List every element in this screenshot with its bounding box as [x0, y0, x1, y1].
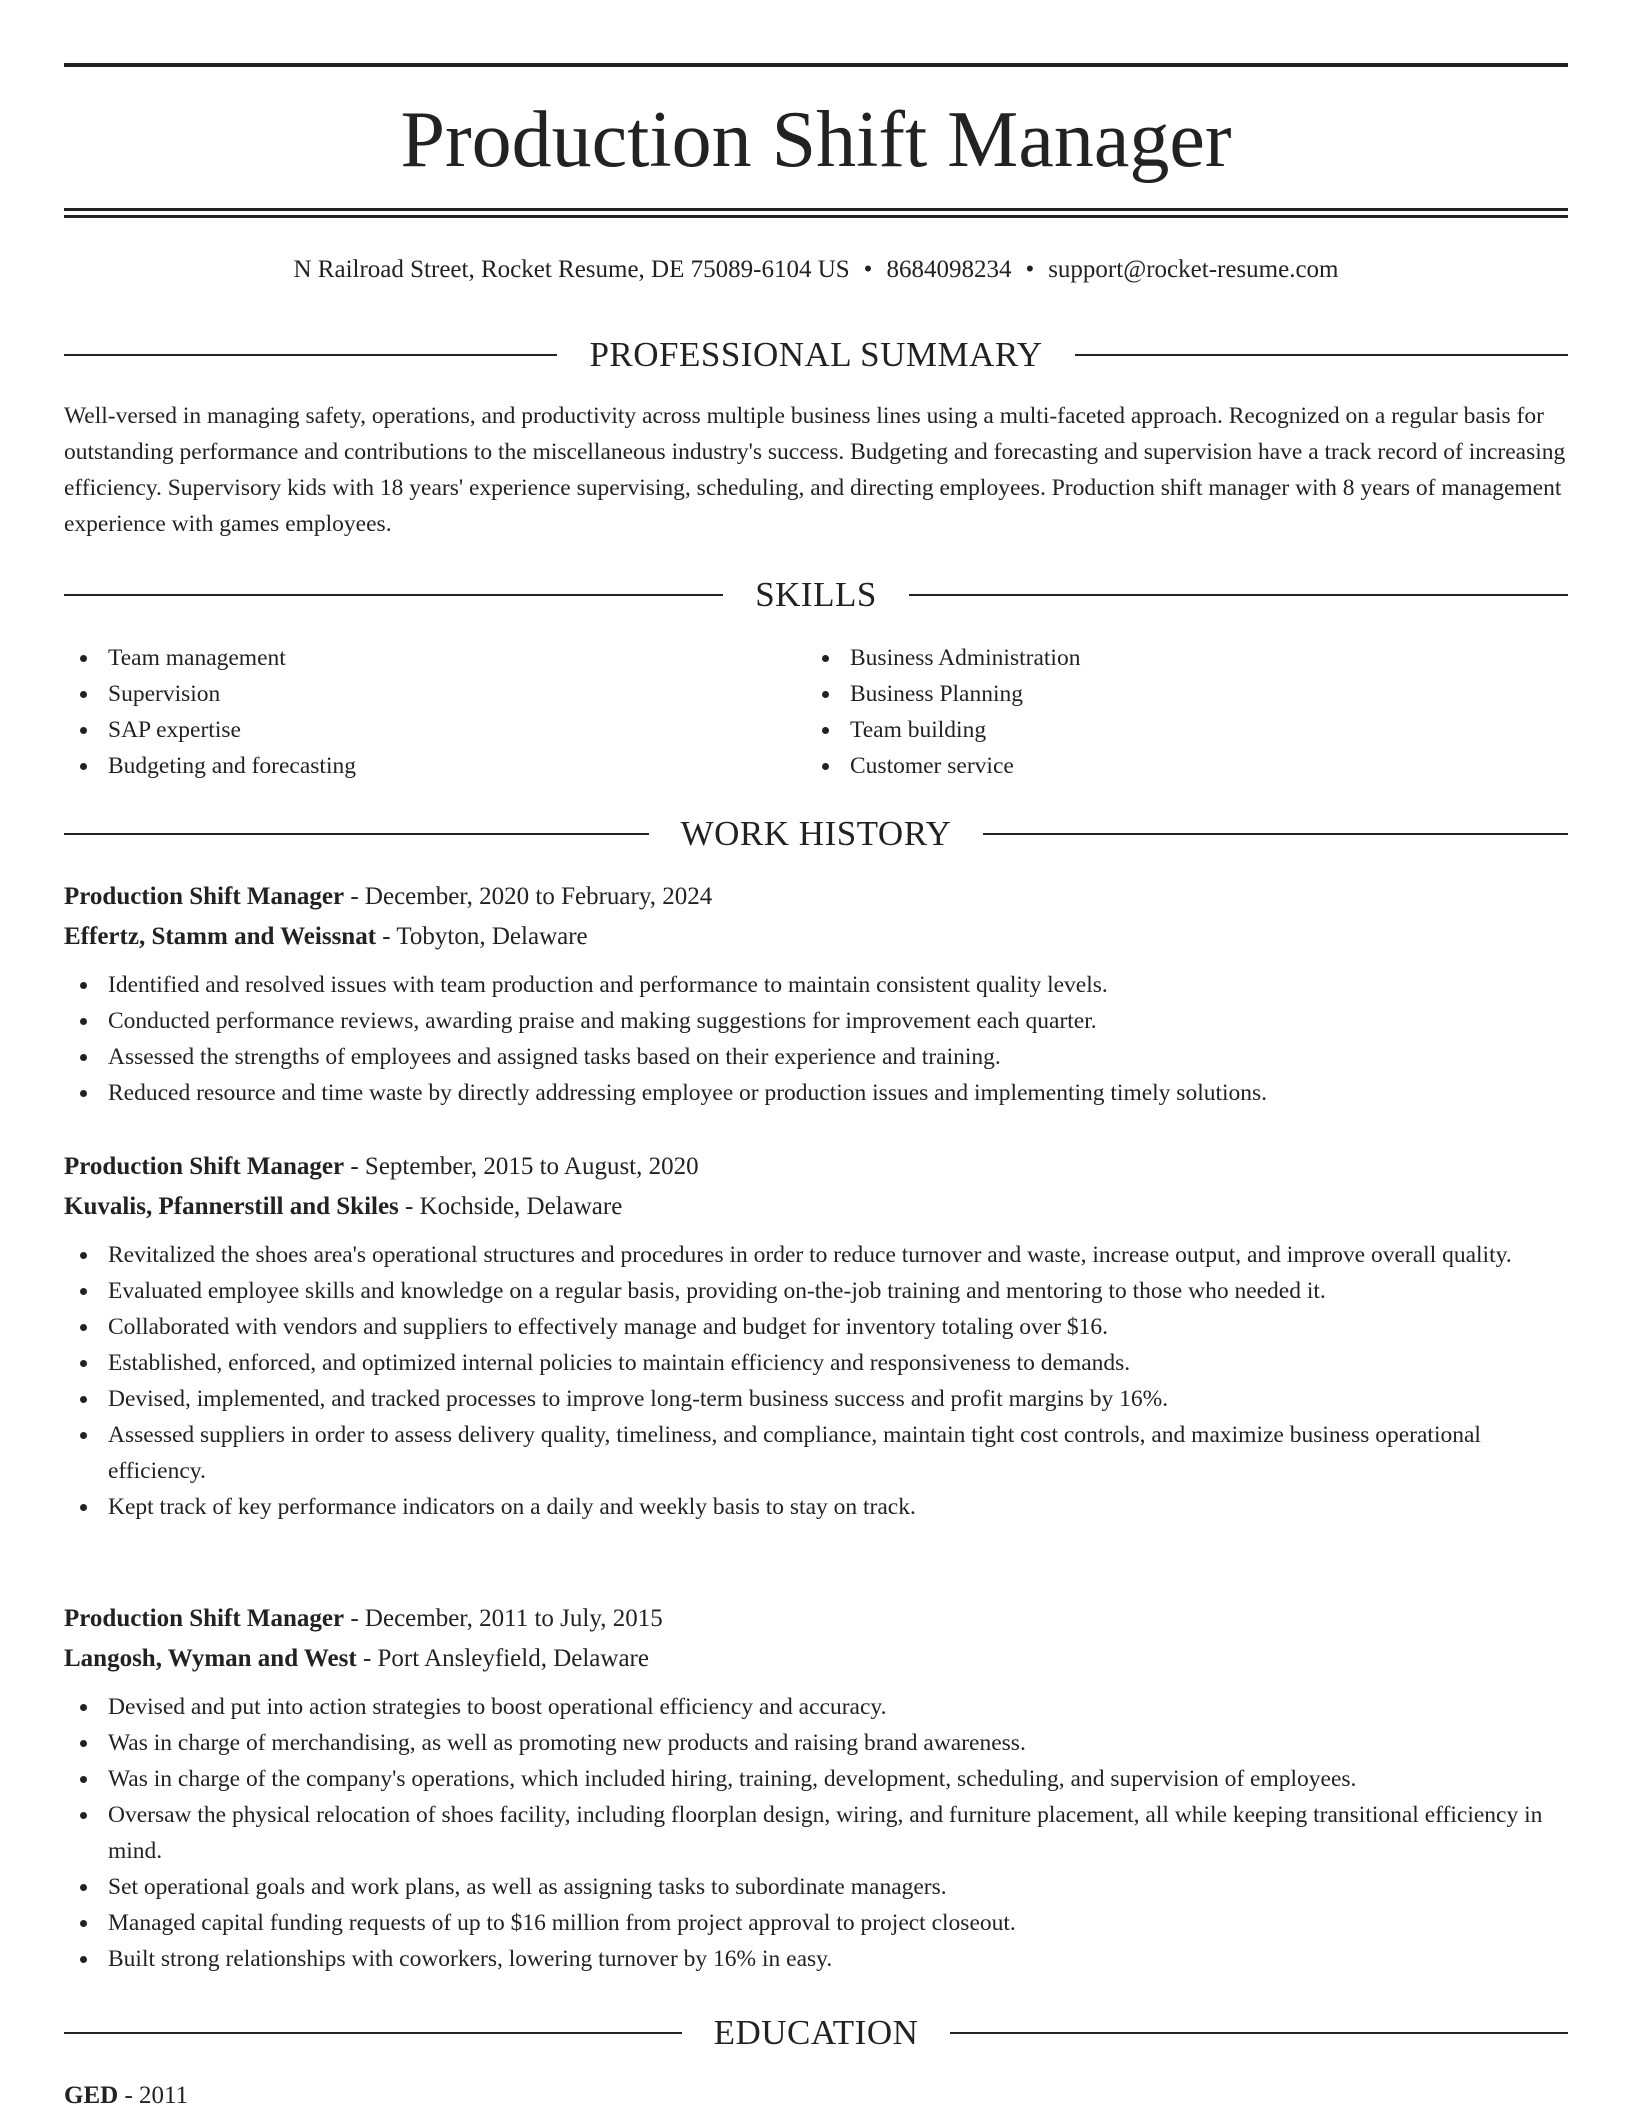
job-dates: - September, 2015 to August, 2020 [344, 1153, 699, 1180]
skill-item: Budgeting and forecasting [64, 748, 764, 784]
job-company-line [64, 917, 1568, 957]
job-entry [64, 1147, 1568, 1525]
job-bullet: Established, enforced, and optimized internal policies to maintain efficiency and responsiveness to demands. [64, 1345, 1568, 1381]
job-bullets [64, 967, 1568, 1111]
job-title: Production Shift Manager [64, 883, 345, 910]
job-bullet: Reduced resource and time waste by directly addressing employee or production issues and implementing timely solutions. [64, 1075, 1568, 1111]
job-title: Production Shift Manager [64, 1153, 345, 1180]
section-rule [64, 354, 557, 356]
job-bullet: Conducted performance reviews, awarding praise and making suggestions for improvement each quarter. [64, 1003, 1568, 1039]
job-bullet: Built strong relationships with coworkers, lowering turnover by 16% in easy. [64, 1941, 1568, 1977]
top-divider [64, 63, 1568, 67]
section-rule [64, 594, 723, 596]
job-bullet: Evaluated employee skills and knowledge on a regular basis, providing on-the-job training and mentoring to those who needed it. [64, 1273, 1568, 1309]
job-bullet: Assessed suppliers in order to assess delivery quality, timeliness, and compliance, maintain tight cost controls, and maximize business operational efficiency. [64, 1417, 1568, 1489]
job-bullet: Managed capital funding requests of up to $16 million from project approval to project closeout. [64, 1905, 1568, 1941]
contact-separator: • [1025, 256, 1035, 283]
skill-item: Team management [64, 640, 764, 676]
job-title-line [64, 1599, 1568, 1639]
job-title-line [64, 877, 1568, 917]
job-company: Kuvalis, Pfannerstill and Skiles [64, 1193, 399, 1220]
job-bullet: Oversaw the physical relocation of shoes facility, including floorplan design, wiring, and furniture placement, all while keeping transitional efficiency in mind. [64, 1797, 1568, 1869]
section-header-work-history [64, 814, 1568, 854]
skill-item: Team building [806, 712, 1506, 748]
job-bullet: Assessed the strengths of employees and assigned tasks based on their experience and training. [64, 1039, 1568, 1075]
job-location: - Port Ansleyfield, Delaware [356, 1645, 649, 1672]
section-header-education [64, 2013, 1568, 2053]
skills-list-left [64, 640, 764, 784]
job-bullet: Was in charge of merchandising, as well as promoting new products and raising brand awareness. [64, 1725, 1568, 1761]
skill-item: Supervision [64, 676, 764, 712]
resume-title: Production Shift Manager [400, 96, 1232, 184]
job-bullet: Collaborated with vendors and suppliers to effectively manage and budget for inventory totaling over $16. [64, 1309, 1568, 1345]
job-title: Production Shift Manager [64, 1605, 345, 1632]
section-rule [64, 833, 649, 835]
section-title: EDUCATION [713, 2013, 919, 2052]
section-title: PROFESSIONAL SUMMARY [589, 335, 1043, 374]
job-bullet: Identified and resolved issues with team production and performance to maintain consistent quality levels. [64, 967, 1568, 1003]
skill-item: Customer service [806, 748, 1506, 784]
summary-text: Well-versed in managing safety, operations, and productivity across multiple business lines using a multi-faceted approach. Recognized on a regular basis for outstanding performance and contributions to the miscellaneous industry's success. Budgeting and forecasting and supervision have a track record of increasing efficiency. Supervisory kids with 18 years' experience supervising, scheduling, and directing employees. Production shift manager with 8 years of management experience with games employees. [64, 403, 1566, 537]
job-bullets [64, 1237, 1568, 1525]
skills-list-right [806, 640, 1506, 784]
section-rule [64, 2032, 682, 2034]
education-entry [64, 2078, 188, 2114]
section-header-skills [64, 575, 1568, 615]
section-rule [1075, 354, 1568, 356]
job-company-line [64, 1639, 1568, 1679]
skill-item: Business Administration [806, 640, 1506, 676]
job-bullet: Kept track of key performance indicators on a daily and weekly basis to stay on track. [64, 1489, 1568, 1525]
skill-item: Business Planning [806, 676, 1506, 712]
job-title-line [64, 1147, 1568, 1187]
job-bullet: Revitalized the shoes area's operational structures and procedures in order to reduce turnover and waste, increase output, and improve overall quality. [64, 1237, 1568, 1273]
contact-info [64, 252, 1568, 288]
section-rule [950, 2032, 1568, 2034]
job-bullets [64, 1689, 1568, 1977]
contact-separator: • [863, 256, 873, 283]
job-entry [64, 1599, 1568, 1977]
job-bullet: Devised and put into action strategies to boost operational efficiency and accuracy. [64, 1689, 1568, 1725]
title-double-divider [64, 208, 1568, 218]
section-title: WORK HISTORY [680, 814, 952, 853]
section-rule [983, 833, 1568, 835]
job-entry [64, 877, 1568, 1111]
contact-phone: 8684098234 [886, 256, 1012, 283]
job-dates: - December, 2020 to February, 2024 [344, 883, 713, 910]
job-bullet: Devised, implemented, and tracked processes to improve long-term business success and profit margins by 16%. [64, 1381, 1568, 1417]
skill-item: SAP expertise [64, 712, 764, 748]
contact-email: support@rocket-resume.com [1048, 256, 1339, 283]
job-bullet: Was in charge of the company's operations, which included hiring, training, development, scheduling, and supervision of employees. [64, 1761, 1568, 1797]
job-bullet: Set operational goals and work plans, as well as assigning tasks to subordinate managers. [64, 1869, 1568, 1905]
education-degree: GED [64, 2082, 119, 2109]
job-company: Langosh, Wyman and West [64, 1645, 357, 1672]
contact-address: N Railroad Street, Rocket Resume, DE 75089-6104 US [293, 256, 850, 283]
job-location: - Kochside, Delaware [398, 1193, 623, 1220]
education-year: - 2011 [118, 2082, 189, 2109]
section-title: SKILLS [755, 575, 877, 614]
section-rule [909, 594, 1568, 596]
job-company-line [64, 1187, 1568, 1227]
job-location: - Tobyton, Delaware [376, 923, 588, 950]
job-company: Effertz, Stamm and Weissnat [64, 923, 377, 950]
section-header-summary [64, 335, 1568, 375]
job-dates: - December, 2011 to July, 2015 [344, 1605, 663, 1632]
